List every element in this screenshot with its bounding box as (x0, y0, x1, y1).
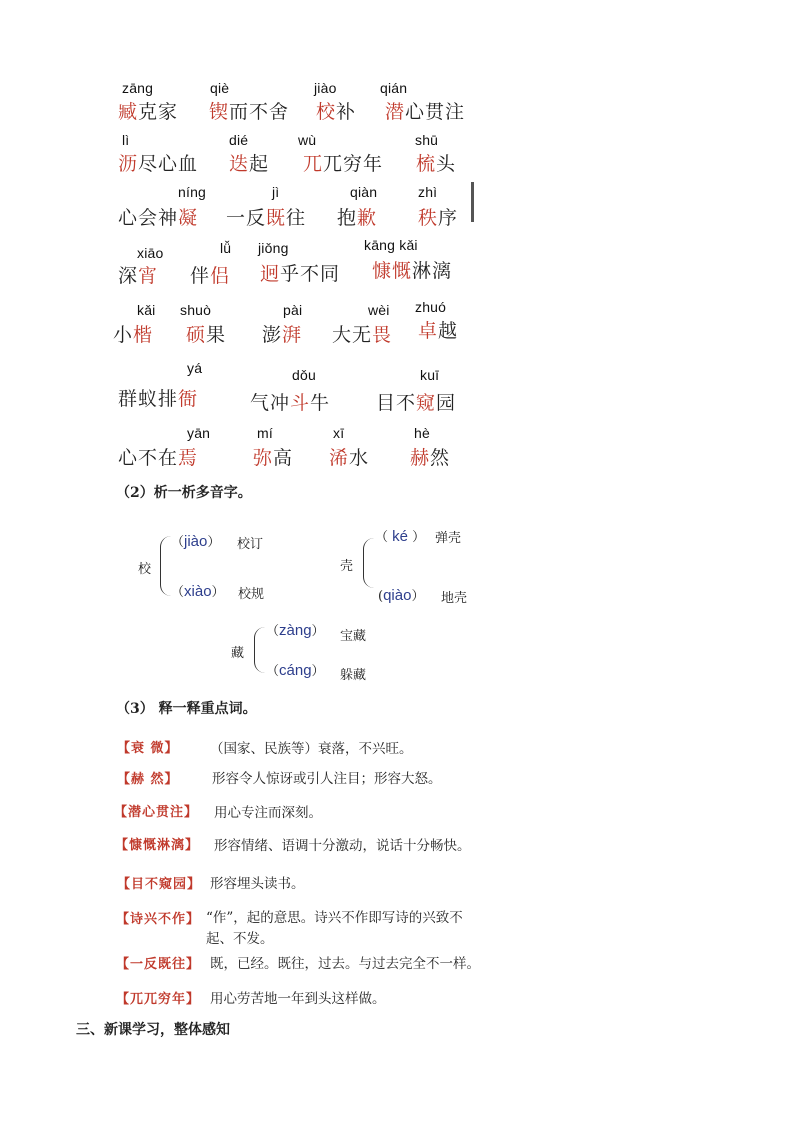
section3-heading: （3） 释一释重点词。 (116, 701, 257, 717)
pinyin: kuī (420, 367, 440, 383)
word: 心不在焉 (118, 447, 199, 469)
pinyin: zāng (122, 80, 154, 96)
word: 澎湃 (262, 324, 303, 346)
reading: （cáng） (266, 662, 325, 679)
pinyin: pài (283, 302, 303, 318)
section-next-heading: 三、新课学习，整体感知 (76, 1022, 230, 1038)
word: 小楷 (113, 324, 154, 346)
word: 臧克家 (118, 101, 179, 123)
pinyin: níng (178, 184, 207, 200)
word: 秩序 (418, 207, 459, 229)
pinyin: yān (187, 425, 211, 441)
pinyin: wù (298, 132, 317, 148)
pinyin: shuò (180, 302, 212, 318)
term: 【衰 微】 (117, 741, 179, 756)
reading-word: 宝藏 (340, 629, 367, 644)
definition: 既，已经。既往，过去。与过去完全不一样。 (210, 956, 480, 972)
section2-heading: （2）析一析多音字。 (116, 485, 252, 501)
pinyin: kāng kǎi (364, 237, 418, 253)
reading: （zàng） (266, 622, 325, 639)
word: 慷慨淋漓 (372, 260, 453, 282)
pinyin: dié (229, 132, 249, 148)
word: 校补 (316, 101, 357, 123)
reading: （jiào） (171, 533, 221, 550)
pinyin: jì (272, 184, 280, 200)
pinyin: xī (333, 425, 345, 441)
pinyin: jiào (314, 80, 337, 96)
word: 潜心贯注 (385, 101, 466, 123)
pinyin: lì (122, 132, 130, 148)
word: 目不窥园 (376, 392, 457, 414)
reading: (qiào） (378, 587, 425, 604)
pinyin: dǒu (292, 367, 316, 383)
definition-continued: 起、不发。 (206, 931, 274, 947)
term: 【兀兀穷年】 (116, 992, 201, 1007)
brace (254, 627, 265, 673)
reading-word: 弹壳 (435, 531, 462, 546)
reading: （xiào） (171, 583, 225, 600)
pinyin: mí (257, 425, 273, 441)
word: 一反既往 (226, 207, 307, 229)
term: 【诗兴不作】 (116, 912, 201, 927)
page-edge-mark (471, 182, 474, 222)
word: 迭起 (229, 153, 270, 175)
reading: （ ké ） (375, 528, 426, 545)
polyphone-char: 藏 (231, 646, 245, 661)
pinyin: zhì (418, 184, 438, 200)
term: 【赫 然】 (117, 772, 179, 787)
term: 【一反既往】 (116, 957, 201, 972)
word: 兀兀穷年 (303, 153, 384, 175)
definition: 形容情绪、语调十分激动，说话十分畅快。 (214, 838, 471, 854)
definition: 用心专注而深刻。 (214, 805, 322, 821)
pinyin: wèi (368, 302, 390, 318)
word: 锲而不舍 (209, 101, 290, 123)
pinyin: lǚ (220, 240, 232, 256)
definition: 用心劳苦地一年到头这样做。 (210, 991, 386, 1007)
reading-word: 校订 (237, 537, 264, 552)
definition: “作”，起的意思。诗兴不作即写诗的兴致不 (206, 910, 463, 926)
pinyin: shū (415, 132, 439, 148)
polyphone-char: 壳 (340, 559, 354, 574)
reading-word: 校规 (238, 587, 265, 602)
word: 浠水 (329, 447, 370, 469)
brace (363, 538, 374, 588)
word: 卓越 (418, 320, 459, 342)
reading-word: 躲藏 (340, 668, 367, 683)
term: 【慷慨淋漓】 (115, 838, 200, 853)
pinyin: xiāo (137, 245, 164, 261)
word: 群蚁排衙 (118, 388, 199, 410)
pinyin: jiǒng (258, 240, 289, 256)
reading-word: 地壳 (441, 591, 468, 606)
definition: （国家、民族等）衰落，不兴旺。 (210, 741, 413, 757)
pinyin: hè (414, 425, 430, 441)
word: 心会神凝 (118, 207, 199, 229)
pinyin: zhuó (415, 299, 447, 315)
word: 沥尽心血 (118, 153, 199, 175)
word: 迥乎不同 (260, 263, 341, 285)
term: 【潜心贯注】 (114, 805, 199, 820)
word: 伴侣 (190, 265, 231, 287)
definition: 形容埋头读书。 (210, 876, 305, 892)
word: 深宵 (118, 265, 159, 287)
pinyin: kǎi (137, 302, 156, 318)
word: 抱歉 (337, 207, 378, 229)
word: 大无畏 (332, 324, 393, 346)
pinyin: qián (380, 80, 408, 96)
word: 气冲斗牛 (250, 392, 331, 414)
word: 硕果 (186, 324, 227, 346)
pinyin: yá (187, 360, 203, 376)
pinyin: qiàn (350, 184, 378, 200)
word: 梳头 (416, 153, 457, 175)
polyphone-char: 校 (138, 562, 152, 577)
brace (160, 536, 171, 596)
definition: 形容令人惊讶或引人注目；形容大怒。 (212, 771, 442, 787)
word: 赫然 (410, 447, 451, 469)
word: 弥高 (253, 447, 294, 469)
term: 【目不窥园】 (117, 877, 202, 892)
pinyin: qiè (210, 80, 230, 96)
